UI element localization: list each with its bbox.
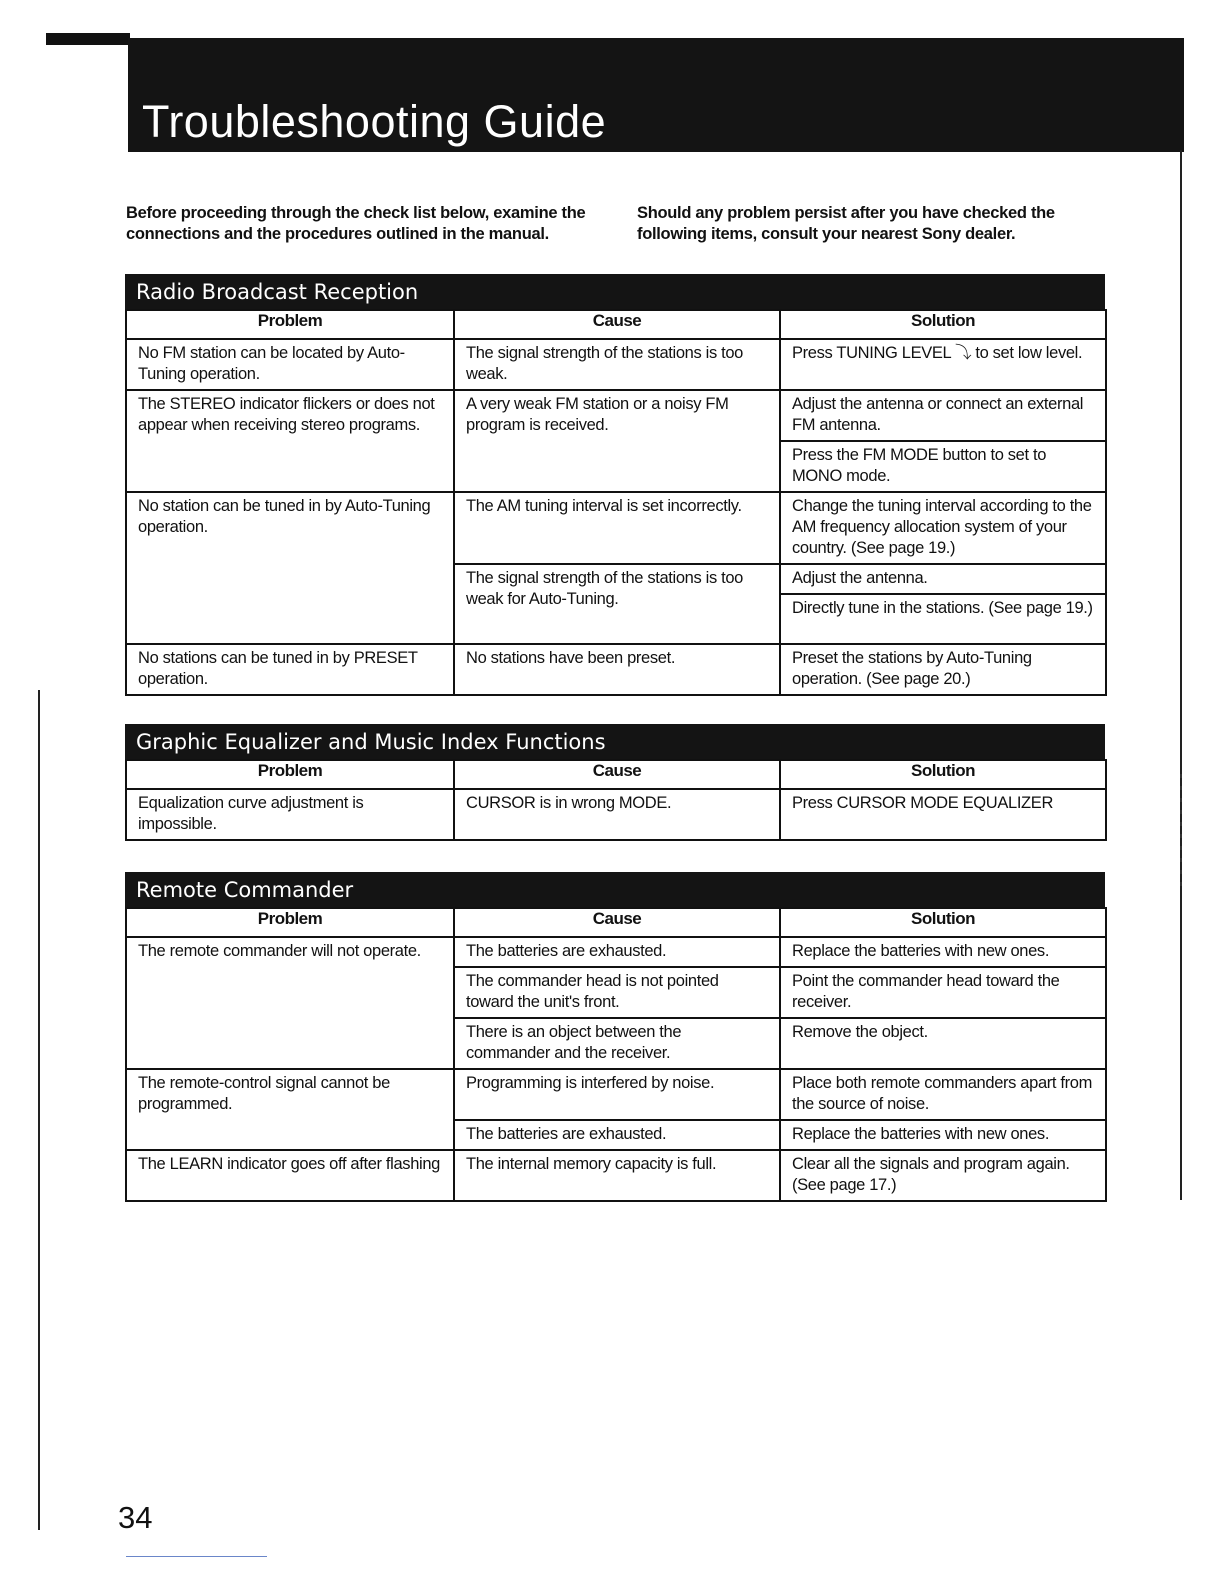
header-row xyxy=(126,310,1106,339)
cause-cell: CURSOR is in wrong MODE. xyxy=(454,789,780,840)
solution-cell: Adjust the antenna. xyxy=(780,564,1106,594)
section-radio xyxy=(125,274,1105,696)
table-row xyxy=(126,789,1106,840)
solution-cell: Place both remote commanders apart from the source of noise. xyxy=(780,1069,1106,1120)
solution-cell: Directly tune in the stations. (See page 19.) xyxy=(780,594,1106,644)
cause-cell: The internal memory capacity is full. xyxy=(454,1150,780,1201)
radio-table xyxy=(125,309,1107,696)
solution-cell: Point the commander head toward the receiver. xyxy=(780,967,1106,1018)
cause-cell: The batteries are exhausted. xyxy=(454,937,780,967)
header-solution: Solution xyxy=(780,760,1106,789)
solution-cell: Press the FM MODE button to set to MONO mode. xyxy=(780,441,1106,492)
header-solution: Solution xyxy=(780,310,1106,339)
solution-cell: Adjust the antenna or connect an external FM antenna. xyxy=(780,390,1106,441)
top-rule xyxy=(46,33,130,45)
table-row xyxy=(126,339,1106,390)
table-row xyxy=(126,1150,1106,1201)
cause-cell: A very weak FM station or a noisy FM program is received. xyxy=(454,390,780,492)
page-title: Troubleshooting Guide xyxy=(142,96,607,147)
solution-cell: Remove the object. xyxy=(780,1018,1106,1069)
cause-cell: The signal strength of the stations is too weak for Auto-Tuning. xyxy=(454,564,780,644)
remote-table xyxy=(125,907,1107,1202)
solution-cell: Change the tuning interval according to the AM frequency allocation system of your country. (See page 19.) xyxy=(780,492,1106,564)
footer-rule xyxy=(126,1556,267,1557)
header-cause: Cause xyxy=(454,760,780,789)
table-row xyxy=(126,390,1106,441)
problem-cell: The remote-control signal cannot be programmed. xyxy=(126,1069,454,1150)
cause-cell: The signal strength of the stations is too weak. xyxy=(454,339,780,390)
header-problem: Problem xyxy=(126,908,454,937)
cause-cell: The batteries are exhausted. xyxy=(454,1120,780,1150)
title-bar xyxy=(128,38,1184,152)
problem-cell: The remote commander will not operate. xyxy=(126,937,454,1069)
problem-cell: No FM station can be located by Auto-Tuning operation. xyxy=(126,339,454,390)
header-row xyxy=(126,908,1106,937)
section-remote xyxy=(125,872,1105,1202)
solution-cell: Press CURSOR MODE EQUALIZER xyxy=(780,789,1106,840)
equalizer-table xyxy=(125,759,1107,841)
table-row xyxy=(126,644,1106,695)
solution-cell: Press TUNING LEVEL ⤵ to set low level. xyxy=(780,339,1106,390)
header-problem: Problem xyxy=(126,760,454,789)
table-row xyxy=(126,1069,1106,1120)
problem-cell: No stations can be tuned in by PRESET operation. xyxy=(126,644,454,695)
cause-cell: The AM tuning interval is set incorrectly. xyxy=(454,492,780,564)
cause-cell: The commander head is not pointed toward the unit's front. xyxy=(454,967,780,1018)
page-number: 34 xyxy=(118,1500,153,1535)
solution-cell: Replace the batteries with new ones. xyxy=(780,937,1106,967)
left-margin-rule xyxy=(38,690,40,1530)
margin-dots xyxy=(1180,774,1182,890)
solution-cell: Replace the batteries with new ones. xyxy=(780,1120,1106,1150)
cause-cell: Programming is interfered by noise. xyxy=(454,1069,780,1120)
section-equalizer xyxy=(125,724,1105,841)
section-title: Graphic Equalizer and Music Index Functions xyxy=(125,724,1105,759)
solution-cell: Clear all the signals and program again. (See page 17.) xyxy=(780,1150,1106,1201)
header-cause: Cause xyxy=(454,310,780,339)
problem-cell: Equalization curve adjustment is impossible. xyxy=(126,789,454,840)
problem-cell: No station can be tuned in by Auto-Tuning operation. xyxy=(126,492,454,644)
cause-cell: No stations have been preset. xyxy=(454,644,780,695)
solution-cell: Preset the stations by Auto-Tuning operation. (See page 20.) xyxy=(780,644,1106,695)
table-row xyxy=(126,937,1106,967)
header-problem: Problem xyxy=(126,310,454,339)
section-title: Radio Broadcast Reception xyxy=(125,274,1105,309)
header-row xyxy=(126,760,1106,789)
section-title: Remote Commander xyxy=(125,872,1105,907)
problem-cell: The LEARN indicator goes off after flashing xyxy=(126,1150,454,1201)
intro-left: Before proceeding through the check list below, examine the connections and the procedures outlined in the manual. xyxy=(126,204,586,243)
cause-cell: There is an object between the commander and the receiver. xyxy=(454,1018,780,1069)
table-row xyxy=(126,492,1106,564)
header-solution: Solution xyxy=(780,908,1106,937)
header-cause: Cause xyxy=(454,908,780,937)
intro-right: Should any problem persist after you have checked the following items, consult your nearest Sony dealer. xyxy=(637,204,1055,243)
problem-cell: The STEREO indicator flickers or does not appear when receiving stereo programs. xyxy=(126,390,454,492)
right-margin-rule xyxy=(1180,150,1182,1200)
